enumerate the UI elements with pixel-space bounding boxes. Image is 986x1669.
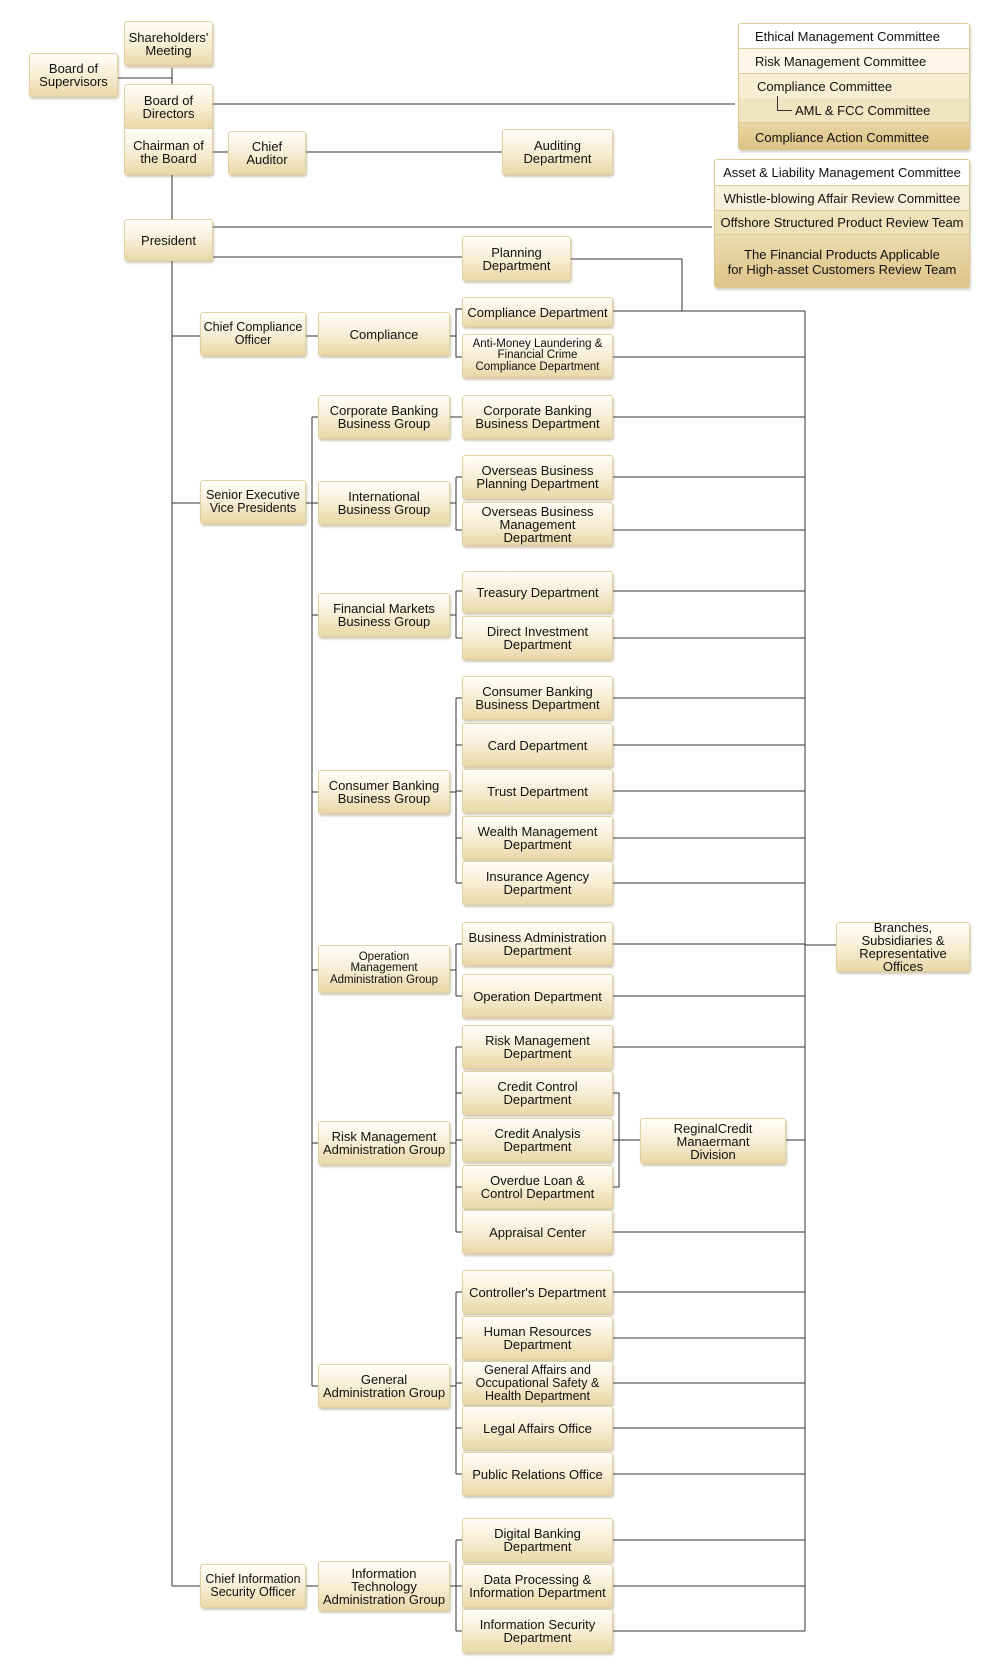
committee-ethical: Ethical Management Committee	[739, 24, 969, 49]
committee-aml-fcc	[739, 98, 969, 123]
information-security-department-box: Information Security Department	[462, 1609, 613, 1653]
it-administration-group-box: Information Technology Administration Group	[318, 1561, 450, 1611]
committee-whistleblowing: Whistle-blowing Affair Review Committee	[715, 186, 969, 211]
insurance-agency-department-box: Insurance Agency Department	[462, 861, 613, 905]
international-group-box: International Business Group	[318, 481, 450, 525]
board-committees-panel	[738, 23, 970, 150]
shareholders-meeting-box: Shareholders' Meeting	[124, 21, 213, 66]
trust-department-box: Trust Department	[462, 769, 613, 813]
senior-executive-vp-box: Senior Executive Vice Presidents	[200, 480, 306, 524]
financial-markets-group-box: Financial Markets Business Group	[318, 593, 450, 637]
corporate-banking-department-box: Corporate Banking Business Department	[462, 395, 613, 439]
controllers-department-box: Controller's Department	[462, 1270, 613, 1314]
operation-department-box: Operation Department	[462, 974, 613, 1018]
overdue-loan-department-box: Overdue Loan & Control Department	[462, 1165, 613, 1209]
planning-department-box: Planning Department	[462, 236, 571, 281]
chief-compliance-officer-box: Chief Compliance Officer	[200, 312, 306, 356]
consumer-banking-department-box: Consumer Banking Business Department	[462, 676, 613, 720]
chairman-box: Chairman of the Board	[124, 128, 213, 175]
data-processing-department-box: Data Processing & Information Department	[462, 1564, 613, 1608]
general-administration-group-box: General Administration Group	[318, 1364, 450, 1408]
wealth-management-department-box: Wealth Management Department	[462, 816, 613, 860]
risk-management-group-box: Risk Management Administration Group	[318, 1121, 450, 1165]
compliance-department-box: Compliance Department	[462, 297, 613, 327]
credit-analysis-department-box: Credit Analysis Department	[462, 1118, 613, 1162]
appraisal-center-box: Appraisal Center	[462, 1210, 613, 1254]
corporate-banking-group-box: Corporate Banking Business Group	[318, 395, 450, 439]
president-committees-panel	[714, 159, 970, 288]
committee-high-asset: The Financial Products Applicable for High-asset Customers Review Team	[715, 235, 969, 288]
committee-compliance: Compliance Committee	[739, 74, 969, 98]
chief-information-security-officer-box: Chief Information Security Officer	[200, 1564, 306, 1608]
president-box: President	[124, 219, 213, 261]
credit-control-department-box: Credit Control Department	[462, 1071, 613, 1115]
chief-auditor-box: Chief Auditor	[228, 131, 306, 175]
regional-credit-division-box: ReginalCredit Manaermant Division	[640, 1118, 786, 1164]
compliance-group-box: Compliance	[318, 312, 450, 356]
human-resources-department-box: Human Resources Department	[462, 1316, 613, 1360]
auditing-department-box: Auditing Department	[502, 129, 613, 175]
treasury-department-box: Treasury Department	[462, 571, 613, 613]
legal-affairs-office-box: Legal Affairs Office	[462, 1406, 613, 1450]
overseas-management-department-box: Overseas Business Management Department	[462, 502, 613, 546]
board-of-supervisors-box: Board of Supervisors	[29, 53, 118, 97]
board-of-directors-box: Board of Directors	[124, 84, 213, 128]
operation-management-group-box: Operation Management Administration Group	[318, 945, 450, 993]
committee-compliance-action: Compliance Action Committee	[739, 123, 969, 150]
sub-committee-connector	[777, 96, 792, 111]
direct-investment-department-box: Direct Investment Department	[462, 616, 613, 660]
card-department-box: Card Department	[462, 723, 613, 767]
general-affairs-department-box: General Affairs and Occupational Safety & Health Department	[462, 1361, 613, 1405]
branches-subsidiaries-box: Branches, Subsidiaries & Representative Offices	[836, 922, 970, 972]
overseas-planning-department-box: Overseas Business Planning Department	[462, 455, 613, 499]
aml-fcc-label: AML & FCC Committee	[795, 102, 931, 118]
public-relations-office-box: Public Relations Office	[462, 1452, 613, 1496]
aml-fcc-department-box: Anti-Money Laundering & Financial Crime Compliance Department	[462, 334, 613, 378]
committee-risk: Risk Management Committee	[739, 49, 969, 74]
digital-banking-department-box: Digital Banking Department	[462, 1518, 613, 1562]
business-administration-department-box: Business Administration Department	[462, 922, 613, 966]
risk-management-department-box: Risk Management Department	[462, 1025, 613, 1069]
committee-offshore: Offshore Structured Product Review Team	[715, 211, 969, 235]
committee-alm: Asset & Liability Management Committee	[715, 160, 969, 186]
consumer-banking-group-box: Consumer Banking Business Group	[318, 770, 450, 814]
